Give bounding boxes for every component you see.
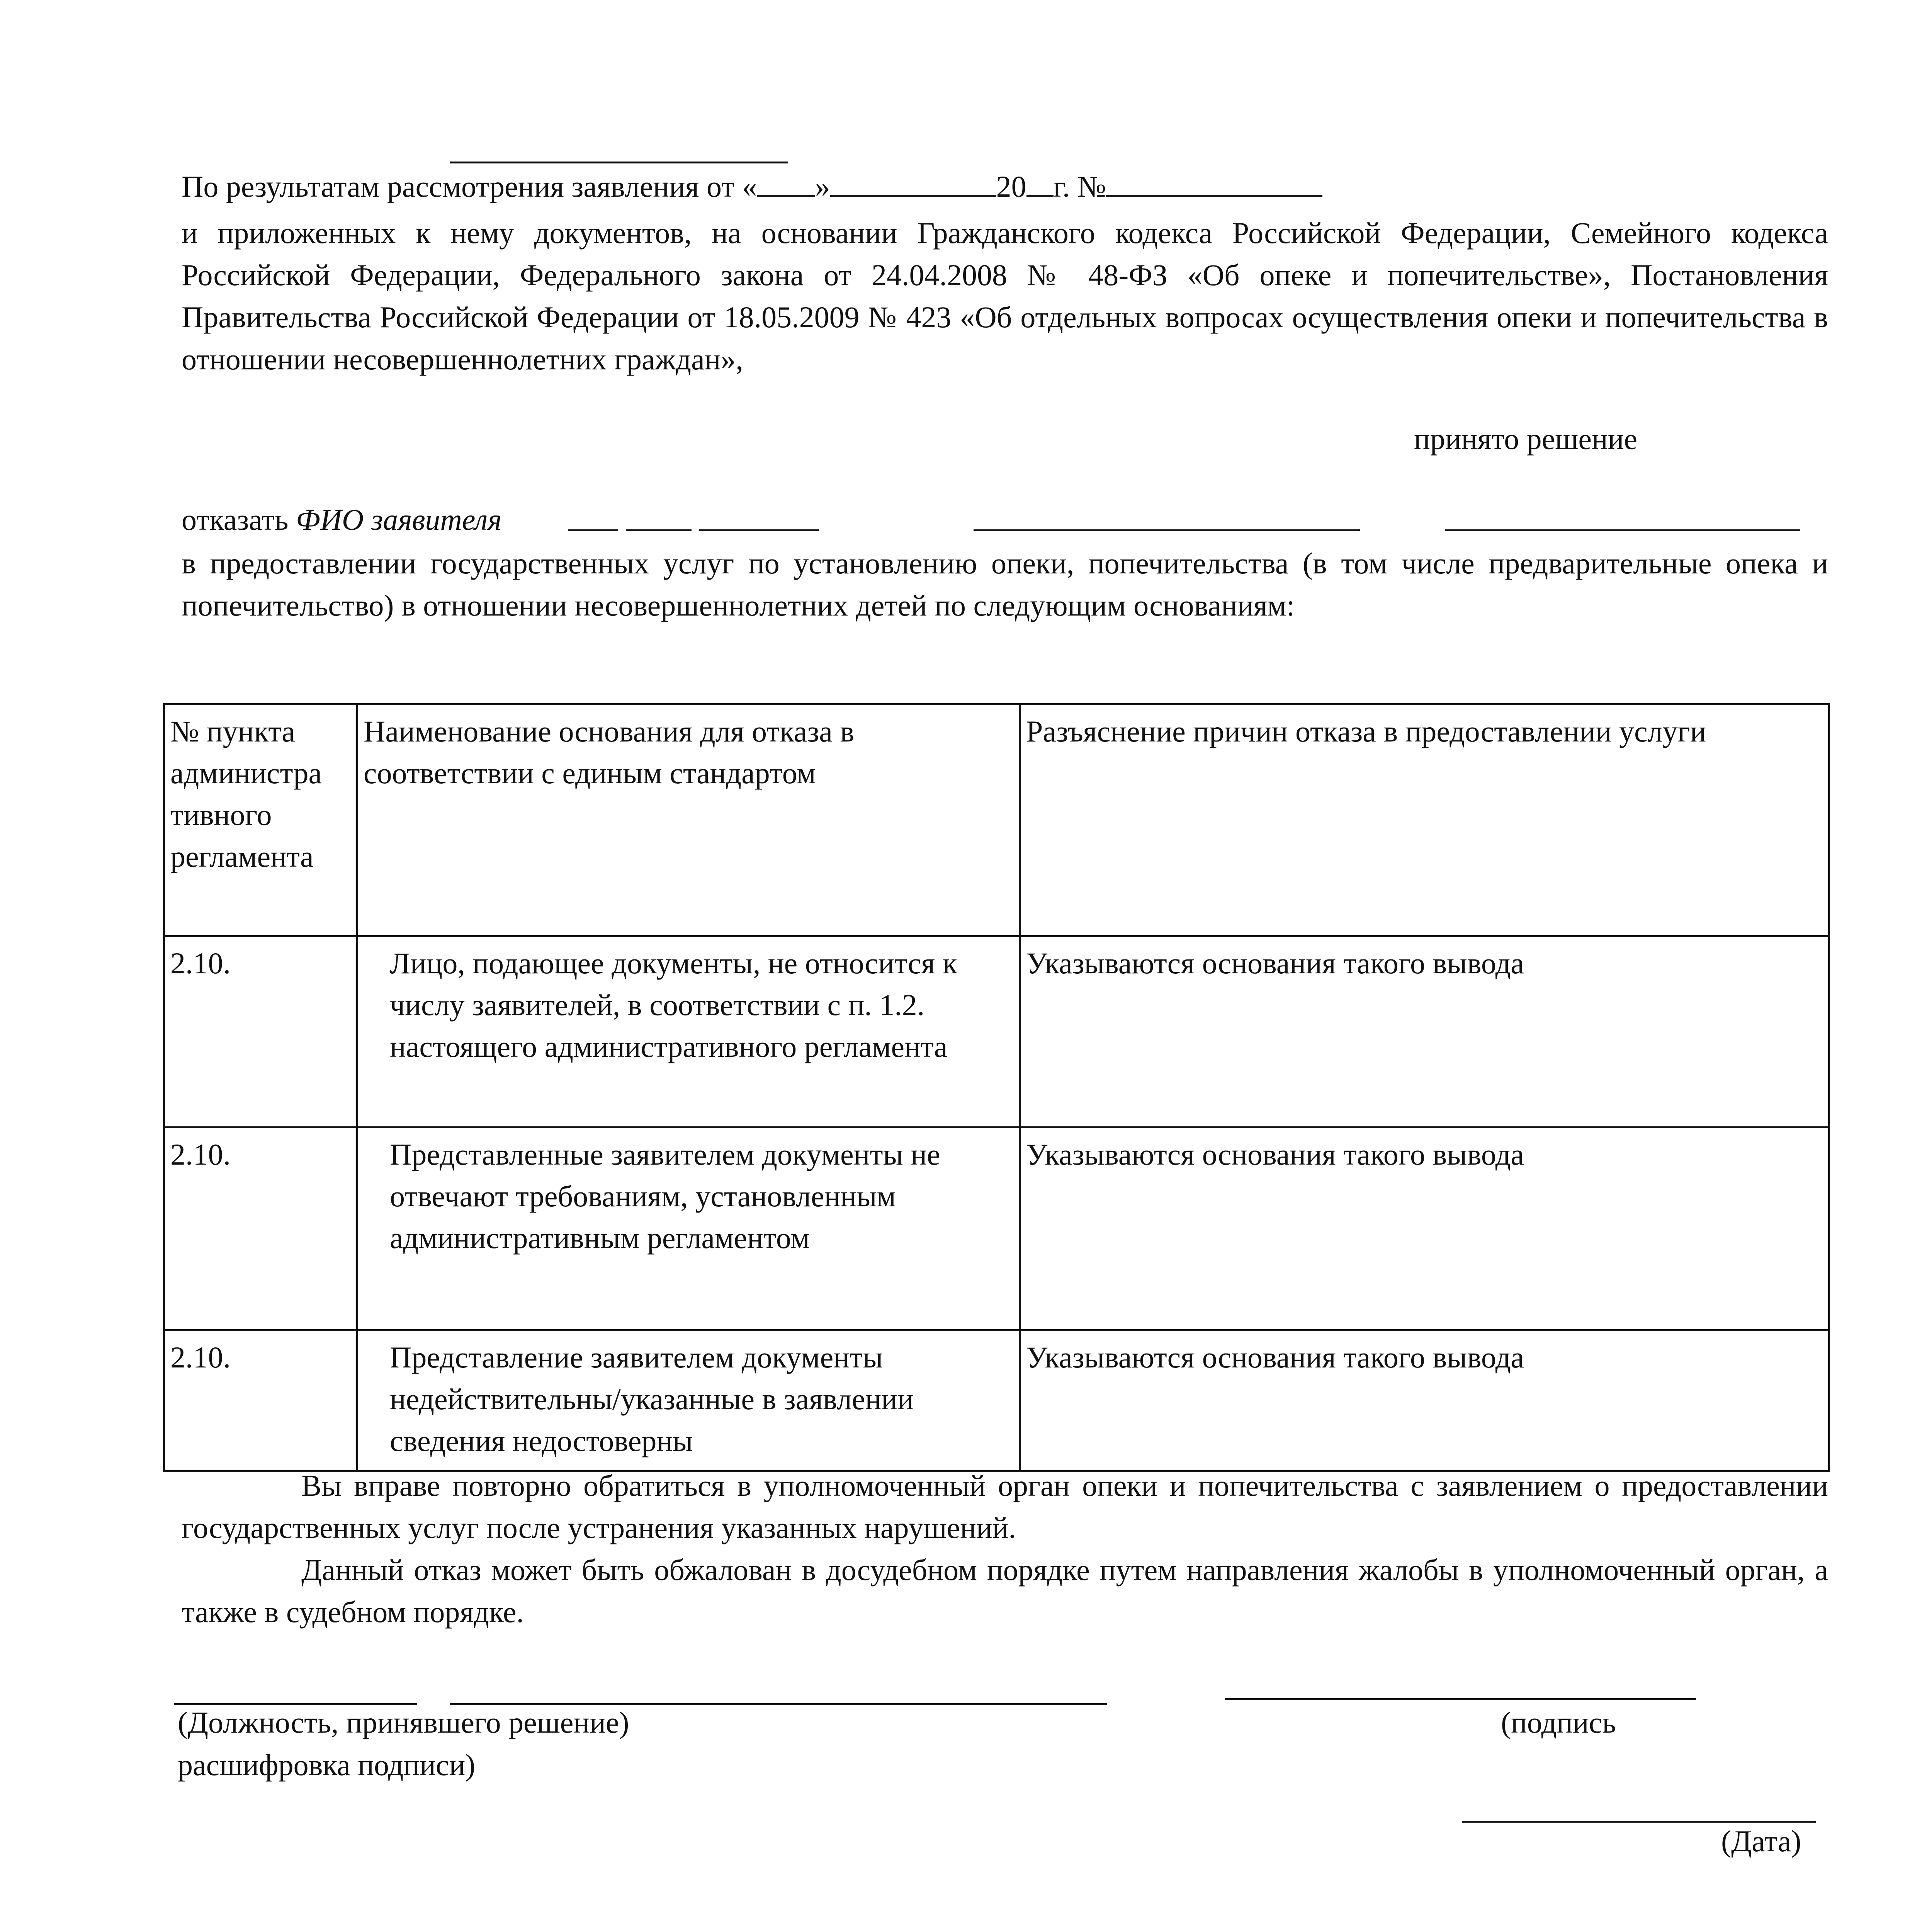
reapply-note-text: Вы вправе повторно обратиться в уполномоченный орган опеки и попечительства с заявлением о предоставлении государственных услуг после устранения указанных нарушений.	[182, 1469, 1828, 1544]
date-blank	[1462, 1821, 1816, 1823]
top-blank-line	[450, 162, 788, 163]
intro-text-2: »	[815, 170, 830, 203]
row-item: 2.10.	[164, 1128, 357, 1330]
intro-line	[182, 169, 1322, 204]
intro-paragraph-text: и приложенных к нему документов, на основании Гражданского кодекса Российской Федерации, Семейного кодекса Российской Федерации, Федерального закона от 24.04.2008 № 48-ФЗ «Об опеке и попечительстве», Постановления Правительства Российской Федерации от 18.05.2009 № 423 «Об отдельных вопросах осуществления опеки и попечительства в отношении несовершеннолетних граждан»,	[182, 216, 1828, 376]
header-item-number: № пункта администра тивного регламента	[164, 704, 357, 936]
row-reason: Лицо, подающее документы, не относится к числу заявителей, в соответствии с п. 1.2. настоящего административного регламента	[357, 936, 1020, 1128]
date-label: (Дата)	[1721, 1824, 1801, 1858]
decoding-label: расшифровка подписи)	[178, 1748, 476, 1782]
row-item: 2.10.	[164, 1330, 357, 1471]
number-blank	[1106, 172, 1322, 197]
sign-label: (подпись	[1501, 1706, 1616, 1739]
intro-text-1: По результатам рассмотрения заявления от «	[182, 170, 757, 203]
intro-text-3: 20	[996, 170, 1026, 203]
reapply-note	[182, 1464, 1828, 1549]
appeal-note	[182, 1549, 1828, 1633]
table-row	[164, 936, 1829, 1128]
position-label: (Должность, принявшего решение)	[178, 1706, 629, 1739]
row-explanation: Указываются основания такого вывода	[1020, 1128, 1829, 1330]
signature-blank	[1225, 1698, 1696, 1700]
applicant-blank-3	[699, 529, 819, 531]
applicant-label: ФИО заявителя	[296, 503, 502, 536]
intro-text-4: г. №	[1053, 170, 1106, 203]
refuse-body-text: в предоставлении государственных услуг по установлению опеки, попечительства (в том числе предварительные опека и попечительство) в отношении несовершеннолетних детей по следующим основаниям:	[182, 546, 1828, 622]
decision-text: принято решение	[1414, 422, 1638, 456]
applicant-blank-5	[1445, 529, 1800, 531]
row-item: 2.10.	[164, 936, 357, 1128]
refuse-body	[182, 542, 1828, 626]
year-blank	[1026, 172, 1054, 197]
refuse-prefix: отказать	[182, 503, 289, 536]
header-reason: Наименование основания для отказа в соответствии с единым стандартом	[357, 704, 1020, 936]
month-blank	[830, 172, 996, 197]
row-reason: Представленные заявителем документы не отвечают требованиям, установленным административным регламентом	[357, 1128, 1020, 1330]
appeal-note-text: Данный отказ может быть обжалован в досудебном порядке путем направления жалобы в уполномоченный орган, а также в судебном порядке.	[182, 1553, 1828, 1629]
applicant-blank-1	[568, 529, 618, 531]
intro-paragraph	[182, 212, 1828, 380]
table-row	[164, 1128, 1829, 1330]
refuse-line	[182, 502, 502, 537]
row-reason: Представление заявителем документы недействительны/указанные в заявлении сведения недостоверны	[357, 1330, 1020, 1471]
refusal-table	[163, 703, 1830, 1472]
applicant-blank-4	[974, 529, 1360, 531]
applicant-blank-2	[626, 529, 692, 531]
header-explanation: Разъяснение причин отказа в предоставлении услуги	[1020, 704, 1829, 936]
row-explanation: Указываются основания такого вывода	[1020, 1330, 1829, 1471]
table-header-row	[164, 704, 1829, 936]
table-row	[164, 1330, 1829, 1471]
day-blank	[757, 172, 815, 197]
row-explanation: Указываются основания такого вывода	[1020, 936, 1829, 1128]
